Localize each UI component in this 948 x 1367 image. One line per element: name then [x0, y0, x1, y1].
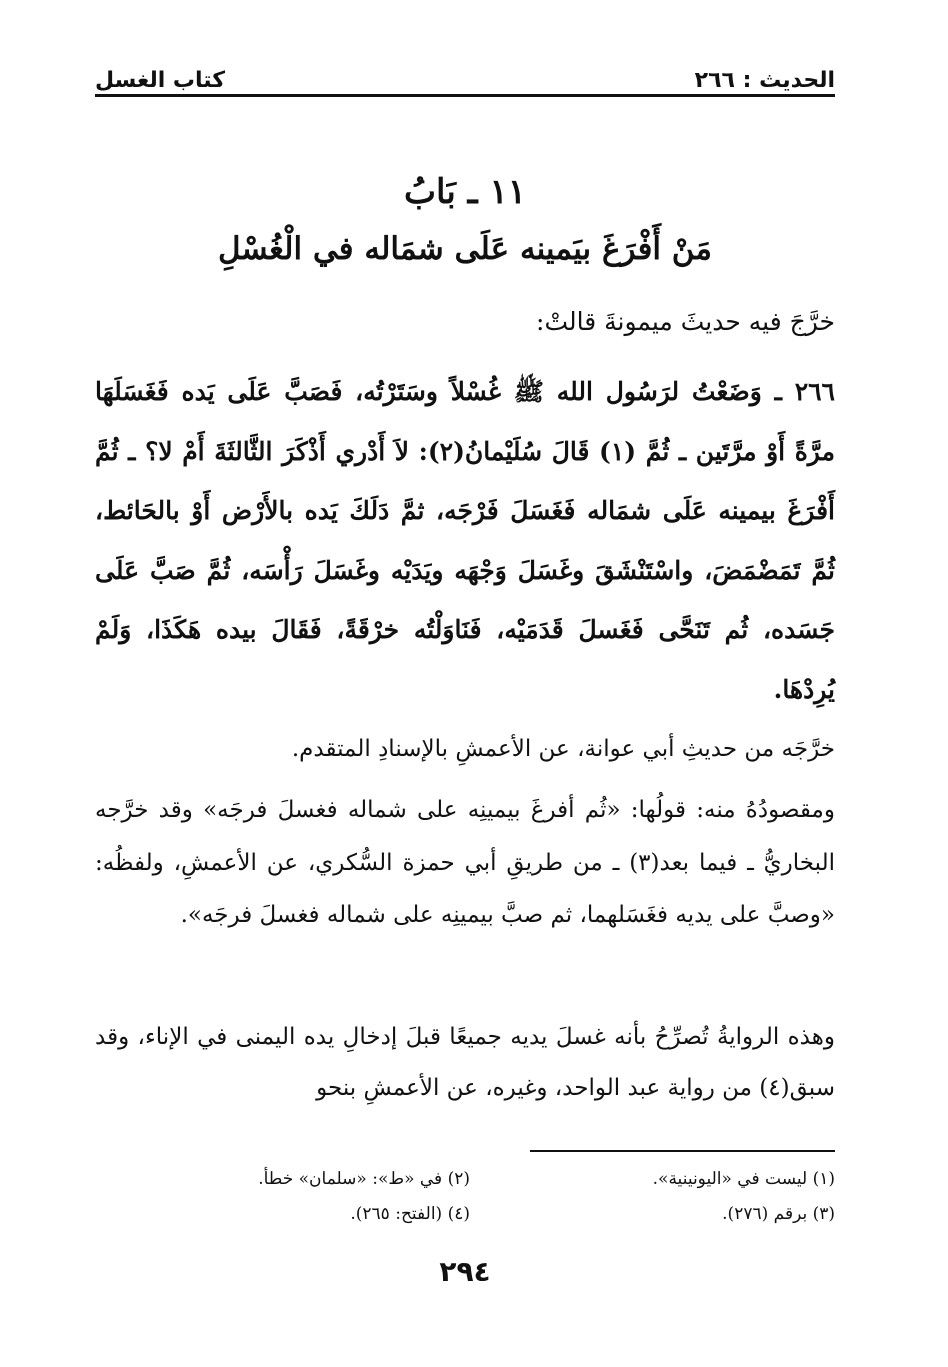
footnote-rule: [530, 1150, 835, 1152]
page-number: ٢٩٤: [439, 1255, 491, 1288]
footnote-3: (٣) برقم (٢٧٦).: [722, 1204, 835, 1224]
chapter-title: مَنْ أَفْرَغَ بيَمينه عَلَى شمَاله في الْغُسْلِ: [217, 231, 713, 267]
chapter-number: ١١ ـ بَابُ: [404, 172, 526, 212]
commentary-paragraph: ومقصودُهُ منه: قولُها: «ثُم أفرغَ بيمينِه على شماله فغسلَ فرجَه» وقد خرَّجه البخاريُّ ـ فيما بعد(٣) ـ من طريقِ أبي حمزة السُّكري، عن الأعمشِ، ولفظُه: «وصبَّ على يديه فغَسَلهما، ثم صبَّ بيمينِه على شماله فغسلَ فرجَه».: [95, 797, 835, 928]
header-book-title: كتاب الغسل: [95, 68, 226, 93]
hadith-text: ٢٦٦ ـ وَضَعْتُ لرَسُول الله ﷺ غُسْلاً وسَتَرْتُه، فَصَبَّ عَلَى يَده فَغَسَلَهَا مرَّةً أَوْ مرَّتَين ـ ثُمَّ (١) قَالَ سُلَيْمانُ(٢): لاَ أَدْري أَذْكَرَ الثَّالثَةَ أَمْ لا؟ ـ ثُمَّ أَفْرَغَ بيمينه عَلَى شمَاله فَغَسَلَ فَرْجَه، ثمَّ دَلَكَ يَده بالأَرْض أَوْ بالحَائط، ثُمَّ تَمَضْمَضَ، واسْتَنْشَقَ وغَسَلَ وَجْهَه ويَدَيْه وغَسَلَ رَأْسَه، ثُمَّ صَبَّ عَلَى جَسَده، ثُم تَنَحَّى فَغَسلَ قَدَمَيْه، فَنَاوَلْتُه خرْقَةً، فَقَالَ بيده هَكَذَا، وَلَمْ يُرِدْهَا.: [95, 377, 835, 704]
commentary-paragraph: وهذه الروايةُ تُصرِّحُ بأنه غسلَ يديه جميعًا قبلَ إدخالِ يده اليمنى في الإناء، وقد سبق(٤) من رواية عبد الواحد، وغيره، عن الأعمشِ بنحو: [95, 1024, 835, 1101]
footnote-row: [95, 1198, 835, 1230]
footnote-row: [95, 1163, 835, 1195]
commentary-paragraph: خرَّجَه من حديثِ أبي عوانة، عن الأعمشِ بالإسنادِ المتقدم.: [291, 736, 835, 762]
running-header: [95, 50, 835, 92]
header-rule: [95, 94, 835, 97]
intro-text: خرَّجَ فيه حديثَ ميمونةَ قالتْ:: [536, 307, 835, 336]
footnote-2: (٢) في «ط»: «سلمان» خطأ.: [258, 1169, 470, 1189]
footnote-1: (١) ليست في «اليونينية».: [652, 1169, 835, 1189]
header-hadith-number: الحديث : ٢٦٦: [694, 68, 835, 93]
footnote-4: (٤) (الفتح: ٢٦٥).: [350, 1204, 470, 1224]
